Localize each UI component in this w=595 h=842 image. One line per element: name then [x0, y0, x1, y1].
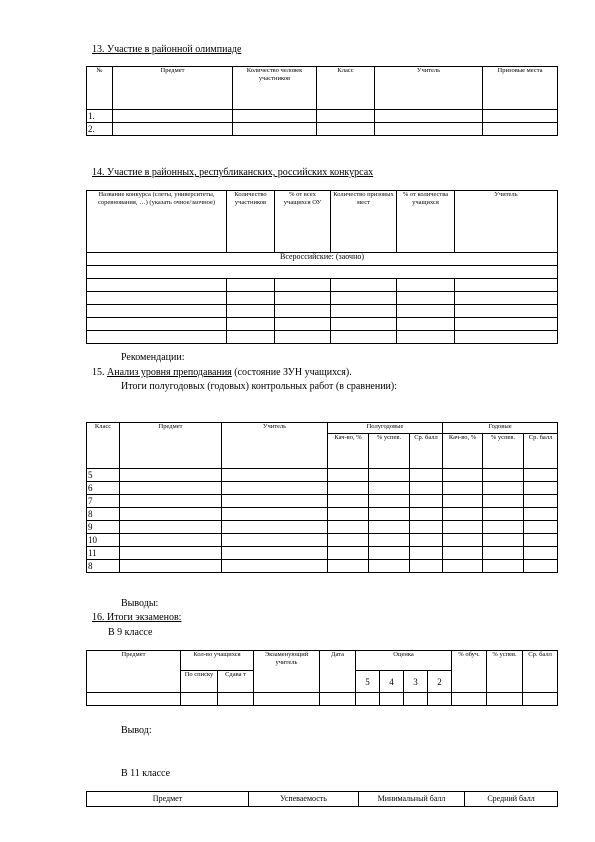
header-cell: Средний балл	[465, 792, 558, 807]
subheader-cell: Кач-во, %	[328, 434, 369, 469]
header-cell: Учитель	[222, 423, 328, 469]
class-cell: 10	[87, 534, 120, 547]
grade9-label: В 9 классе	[108, 627, 153, 638]
class-cell: 9	[87, 521, 120, 534]
header-cell: Оценка	[356, 651, 452, 671]
header-cell: Успеваемость	[249, 792, 359, 807]
table-cell[interactable]	[233, 110, 317, 123]
header-cell: Предмет	[87, 792, 249, 807]
header-cell: % от количества учащихся	[397, 191, 455, 253]
header-cell: % успев.	[487, 651, 523, 693]
exams-table	[86, 650, 558, 706]
table-cell[interactable]	[375, 123, 483, 136]
grade-value: 3	[404, 671, 428, 693]
subheader-cell: % успев.	[369, 434, 410, 469]
table-cell[interactable]	[113, 110, 233, 123]
class-cell: 8	[87, 508, 120, 521]
header-cell: % от всех учащихся ОУ	[275, 191, 331, 253]
header-cell: Количество человек участников	[233, 67, 317, 110]
header-cell: Кол-во учащихся	[181, 651, 254, 671]
row-number: 2.	[87, 123, 113, 136]
table-cell[interactable]	[317, 123, 375, 136]
subheader-cell: Сдава т	[218, 671, 254, 693]
header-cell: Предмет	[120, 423, 222, 469]
table-cell[interactable]	[233, 123, 317, 136]
table-cell[interactable]	[483, 110, 558, 123]
s15-title: 15. Анализ уровня преподавания (состояние ЗУН учащихся).	[92, 367, 352, 378]
conclusions-label: Выводы:	[121, 598, 159, 609]
header-cell: % обуч.	[452, 651, 487, 693]
contests-table	[86, 190, 558, 344]
subheader-cell: % успев.	[483, 434, 524, 469]
s16-title: 16. Итоги экзаменов:	[92, 612, 182, 623]
header-cell: Предмет	[113, 67, 233, 110]
conclusion-label: Вывод:	[121, 725, 152, 736]
table-cell[interactable]	[113, 123, 233, 136]
header-cell: Учитель	[455, 191, 558, 253]
subheader-cell: Кач-во, %	[443, 434, 483, 469]
row-number: 1.	[87, 110, 113, 123]
header-cell: Дата	[320, 651, 356, 693]
table-cell[interactable]	[317, 110, 375, 123]
header-cell: Учитель	[375, 67, 483, 110]
header-cell: №	[87, 67, 113, 110]
exams11-table	[86, 791, 558, 807]
header-cell: Название конкурса (слеты, университеты, соревнования, …) (указать очное/заочное)	[87, 191, 227, 253]
header-cell: Предмет	[87, 651, 181, 693]
header-cell: Количество призовых мест	[331, 191, 397, 253]
recommendations-label: Рекомендации:	[121, 352, 185, 363]
header-cell: Призовые места	[483, 67, 558, 110]
header-cell: Класс	[87, 423, 120, 469]
s13-title: 13. Участие в районной олимпиаде	[92, 44, 242, 55]
subheader-cell: По списку	[181, 671, 218, 693]
grade-value: 4	[380, 671, 404, 693]
class-cell: 7	[87, 495, 120, 508]
header-cell: Класс	[317, 67, 375, 110]
header-cell: Экзаменующий учитель	[254, 651, 320, 693]
class-cell: 6	[87, 482, 120, 495]
subheader-cell: Ср. балл	[410, 434, 443, 469]
header-cell: Количество участников	[227, 191, 275, 253]
table-row[interactable]	[87, 266, 558, 279]
grade-value: 5	[356, 671, 380, 693]
s14-title: 14. Участие в районных, республиканских, российских конкурсах	[92, 167, 374, 178]
header-cell: Полугодовые	[328, 423, 443, 434]
table-cell[interactable]	[375, 110, 483, 123]
class-cell: 8	[87, 560, 120, 573]
s15-subtitle: Итоги полугодовых (годовых) контрольных работ (в сравнении):	[121, 381, 398, 392]
results-table	[86, 422, 558, 573]
subheader-row: Всероссийские: (заочно)	[87, 253, 558, 266]
table-cell[interactable]	[483, 123, 558, 136]
olympiad-table	[86, 66, 558, 136]
header-cell: Минимальный балл	[359, 792, 465, 807]
class-cell: 5	[87, 469, 120, 482]
header-cell: Годовые	[443, 423, 558, 434]
class-cell: 11	[87, 547, 120, 560]
grade-value: 2	[428, 671, 452, 693]
header-cell: Ср. балл	[523, 651, 558, 693]
grade11-label: В 11 классе	[121, 768, 171, 779]
subheader-cell: Ср. балл	[524, 434, 558, 469]
